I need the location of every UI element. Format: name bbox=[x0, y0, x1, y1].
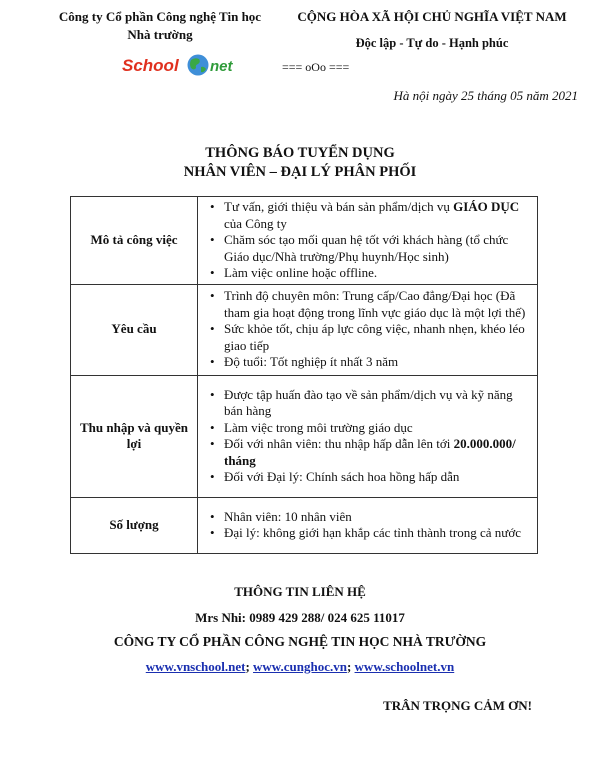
bullet-text: Làm việc trong môi trường giáo dục bbox=[224, 419, 413, 435]
bullet-item bbox=[224, 288, 533, 321]
link-separator: ; bbox=[346, 659, 355, 674]
row-label: Mô tả công việc bbox=[71, 197, 198, 285]
bullet-text: Được tập huấn đào tạo về sản phẩm/dịch vụ và kỹ năng bán hàng bbox=[224, 386, 513, 418]
bullet-list bbox=[202, 387, 533, 486]
bullet-text: Đối với nhân viên: thu nhập hấp dẫn lên tới bbox=[224, 436, 454, 451]
bullet-list bbox=[202, 288, 533, 371]
title-line2: NHÂN VIÊN – ĐẠI LÝ PHÂN PHỐI bbox=[183, 164, 417, 180]
bullet-text: Làm việc online hoặc offline. bbox=[224, 265, 378, 280]
bullet-list bbox=[202, 199, 533, 282]
bullet-item bbox=[224, 199, 533, 232]
bullet-list bbox=[202, 509, 533, 542]
nation-motto: Độc lập - Tự do - Hạnh phúc bbox=[355, 36, 509, 50]
contact-heading: THÔNG TIN LIÊN HỆ bbox=[234, 584, 366, 599]
table-row bbox=[71, 284, 538, 375]
separator: === oOo === bbox=[282, 60, 350, 74]
bullet-text: Trình độ chuyên môn: Trung cấp/Cao đẳng/Đại học (Đã tham gia hoạt động trong lĩnh vực giáo dục là một lợi thế) bbox=[224, 288, 526, 320]
row-content bbox=[198, 375, 538, 497]
contact-company: CÔNG TY CỔ PHẦN CÔNG NGHỆ TIN HỌC NHÀ TRƯỜNG bbox=[113, 634, 487, 649]
closing-thanks: TRÂN TRỌNG CẢM ƠN! bbox=[383, 698, 532, 713]
bullet-item bbox=[224, 265, 533, 282]
bullet-item bbox=[224, 354, 533, 371]
contact-phone: Mrs Nhi: 0989 429 288/ 024 625 11017 bbox=[195, 610, 405, 625]
bullet-text: Nhân viên: 10 nhân viên bbox=[224, 508, 352, 524]
bullet-text: Đại lý: không giới hạn khắp các tỉnh thành trong cả nước bbox=[224, 525, 521, 540]
table-row bbox=[71, 497, 538, 553]
bullet-item bbox=[224, 232, 533, 265]
link-separator: ; bbox=[245, 659, 254, 674]
company-name-line1: Công ty Cổ phần Công nghệ Tin học bbox=[58, 9, 262, 24]
bullet-item bbox=[224, 420, 533, 437]
bullet-text-tail: của Công ty bbox=[224, 215, 287, 231]
bullet-emphasis: GIÁO DỤC bbox=[453, 199, 520, 214]
bullet-text: Chăm sóc tạo mối quan hệ tốt với khách hàng (tổ chức Giáo dục/Nhà trường/Phụ huynh/Học sinh) bbox=[224, 232, 509, 264]
link-cunghoc[interactable]: www.cunghoc.vn bbox=[253, 659, 347, 674]
schoolnet-logo bbox=[120, 52, 240, 78]
bullet-item bbox=[224, 469, 533, 486]
bullet-item bbox=[224, 509, 533, 526]
bullet-item bbox=[224, 436, 533, 469]
nation-title: CỘNG HÒA XÃ HỘI CHỦ NGHĨA VIỆT NAM bbox=[297, 9, 567, 24]
company-name-line2: Nhà trường bbox=[127, 27, 193, 42]
row-content bbox=[198, 197, 538, 285]
bullet-text: Sức khỏe tốt, chịu áp lực công việc, nhanh nhẹn, khéo léo giao tiếp bbox=[224, 321, 525, 353]
link-schoolnet[interactable]: www.schoolnet.vn bbox=[354, 659, 455, 674]
contact-links bbox=[0, 659, 600, 675]
bullet-item bbox=[224, 525, 533, 542]
company-header bbox=[40, 8, 280, 44]
row-label: Yêu cầu bbox=[71, 284, 198, 375]
bullet-text: Đối với Đại lý: Chính sách hoa hồng hấp dẫn bbox=[224, 469, 460, 484]
bullet-item bbox=[224, 321, 533, 354]
bullet-item bbox=[224, 387, 533, 420]
logo-text-net: net bbox=[210, 58, 233, 75]
bullet-emphasis: 20.000.000/ tháng bbox=[224, 436, 516, 468]
table-row bbox=[71, 197, 538, 285]
bullet-text: Tư vấn, giới thiệu và bán sản phẩm/dịch vụ bbox=[224, 199, 454, 214]
logo-text-school: School bbox=[122, 56, 179, 75]
nation-header bbox=[292, 8, 572, 52]
link-vnschool[interactable]: www.vnschool.net bbox=[145, 659, 246, 674]
row-content bbox=[198, 284, 538, 375]
row-label: Số lượng bbox=[71, 497, 198, 553]
recruitment-table bbox=[70, 196, 538, 554]
title-line1: THÔNG BÁO TUYỂN DỤNG bbox=[205, 145, 395, 161]
row-label: Thu nhập và quyền lợi bbox=[71, 375, 198, 497]
bullet-text: Độ tuổi: Tốt nghiệp ít nhất 3 năm bbox=[224, 354, 399, 370]
document-date: Hà nội ngày 25 tháng 05 năm 2021 bbox=[393, 88, 578, 103]
table-row bbox=[71, 375, 538, 497]
row-content bbox=[198, 497, 538, 553]
